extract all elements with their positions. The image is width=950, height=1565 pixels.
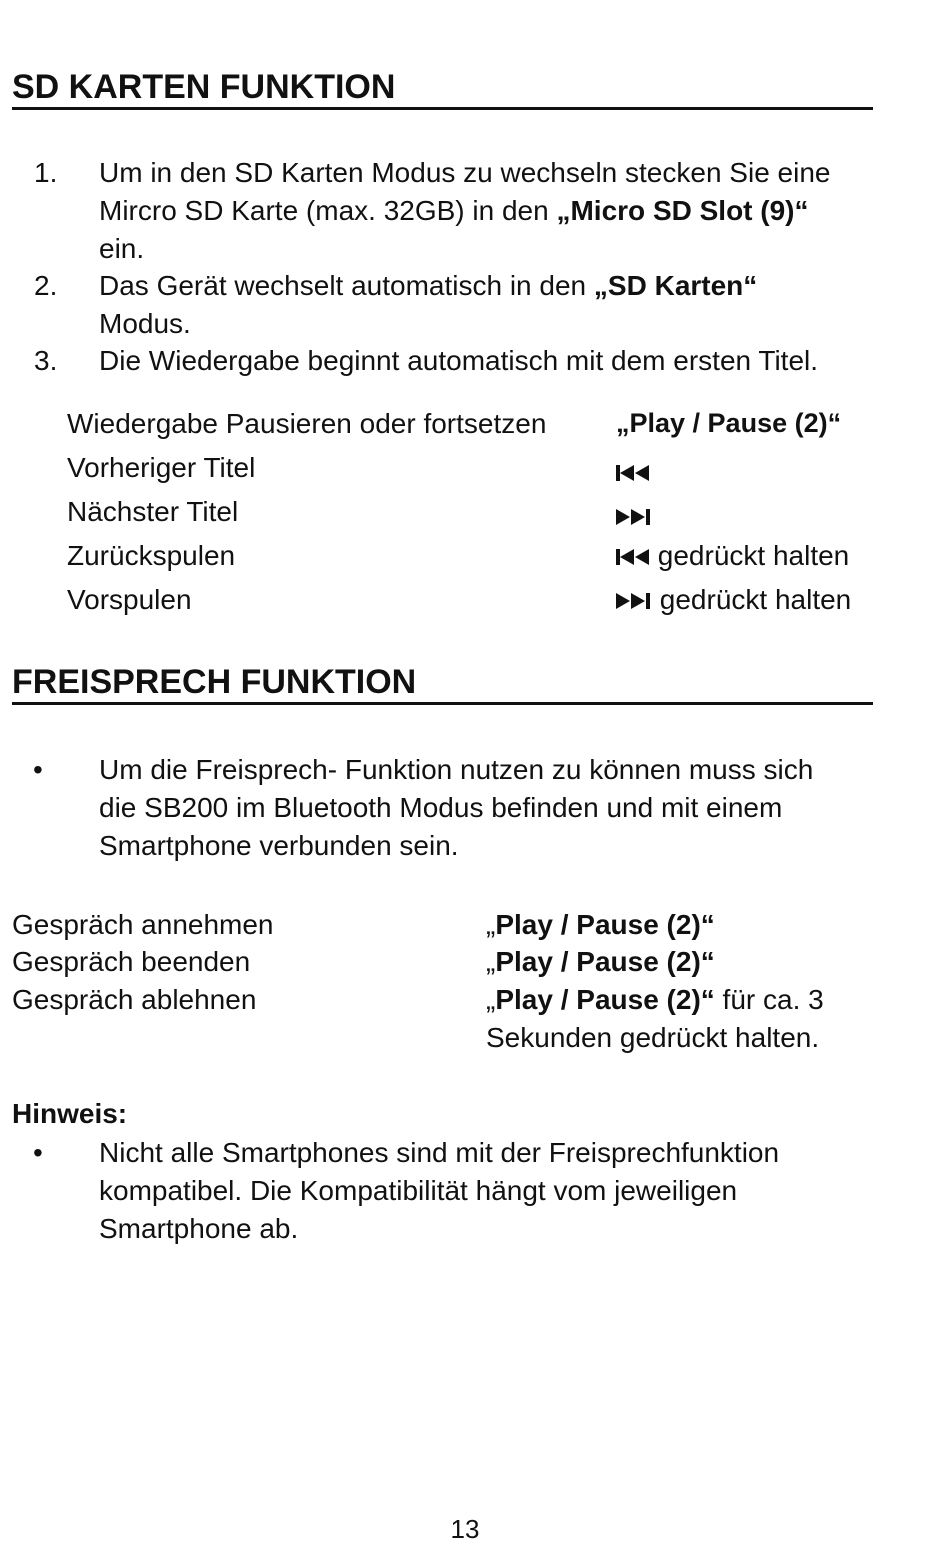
control-label: Vorheriger Titel — [67, 452, 256, 483]
step-number: 1. — [34, 157, 58, 188]
call-label: Gespräch beenden — [12, 946, 251, 977]
control-action-text: gedrückt halten — [659, 584, 852, 615]
note-text: Nicht alle Smartphones sind mit der Freisprechfunktion — [99, 1137, 780, 1168]
call-label: Gespräch annehmen — [12, 909, 274, 940]
step-text: Das Gerät wechselt automatisch in den „SD Karten“ — [99, 270, 758, 301]
section-heading-handsfree: FREISPRECH FUNKTION — [12, 665, 873, 705]
call-action: „Play / Pause (2)“ — [486, 909, 715, 940]
note-text: kompatibel. Die Kompatibilität hängt vom jeweiligen — [99, 1175, 738, 1206]
previous-track-icon — [616, 463, 650, 483]
control-label: Vorspulen — [67, 584, 192, 615]
section-heading-sd: SD KARTEN FUNKTION — [12, 70, 873, 110]
step-text: ein. — [99, 233, 145, 264]
control-label: Wiedergabe Pausieren oder fortsetzen — [67, 408, 547, 439]
bullet-text: Smartphone verbunden sein. — [99, 830, 459, 861]
control-label: Zurückspulen — [67, 540, 236, 571]
call-action-continuation: Sekunden gedrückt halten. — [486, 1022, 820, 1053]
control-action — [616, 458, 650, 486]
previous-track-icon — [616, 547, 650, 567]
control-action — [616, 586, 851, 614]
call-action: „Play / Pause (2)“ — [486, 946, 715, 977]
note-text: Smartphone ab. — [99, 1213, 299, 1244]
bullet-text: die SB200 im Bluetooth Modus befinden und mit einem — [99, 792, 783, 823]
step-number: 2. — [34, 270, 58, 301]
step-text: Um in den SD Karten Modus zu wechseln stecken Sie eine — [99, 157, 831, 188]
step-number: 3. — [34, 345, 58, 376]
bullet-icon: • — [33, 1137, 43, 1168]
call-action: „Play / Pause (2)“ für ca. 3 — [486, 984, 824, 1015]
control-action — [616, 502, 652, 530]
control-action-text: gedrückt halten — [657, 540, 850, 571]
step-text: Die Wiedergabe beginnt automatisch mit dem ersten Titel. — [99, 345, 819, 376]
next-track-icon — [616, 591, 652, 611]
next-track-icon — [616, 507, 652, 527]
call-label: Gespräch ablehnen — [12, 984, 257, 1015]
step-text: Modus. — [99, 308, 191, 339]
control-label: Nächster Titel — [67, 496, 239, 527]
bullet-text: Um die Freisprech- Funktion nutzen zu können muss sich — [99, 754, 814, 785]
bullet-icon: • — [33, 754, 43, 785]
control-action — [616, 542, 849, 570]
page-number: 13 — [450, 1514, 480, 1544]
step-text: Mircro SD Karte (max. 32GB) in den „Micro SD Slot (9)“ — [99, 195, 809, 226]
note-title: Hinweis: — [12, 1098, 128, 1129]
control-action: „Play / Pause (2)“ — [616, 408, 842, 438]
